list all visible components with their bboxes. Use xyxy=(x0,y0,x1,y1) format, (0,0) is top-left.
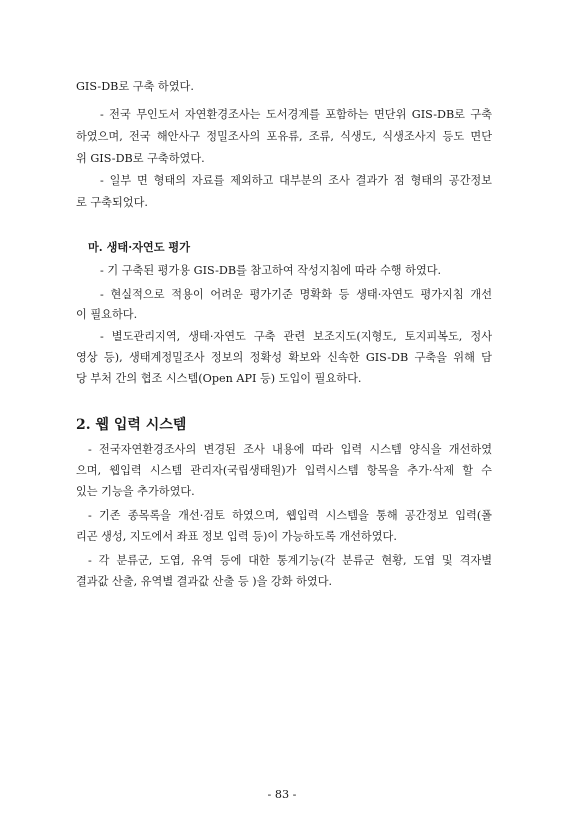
paragraph-line: - 전국 무인도서 자연환경조사는 도서경계를 포함하는 면단위 GIS-DB로 구축 xyxy=(100,108,492,121)
paragraph-line: 위 GIS-DB로 구축하였다. xyxy=(76,152,205,165)
paragraph-line: 로 구축되었다. xyxy=(76,196,148,209)
paragraph-line: GIS-DB로 구축 하였다. xyxy=(76,80,194,93)
paragraph-line: - 일부 면 형태의 자료를 제외하고 대부분의 조사 결과가 점 형태의 공간정보 xyxy=(100,174,492,187)
page-number: - 83 - xyxy=(267,788,297,801)
section-heading: 2. 웹 입력 시스템 xyxy=(76,417,187,433)
bullet-line: 리곤 생성, 지도에서 좌표 정보 입력 등)이 가능하도록 개선하였다. xyxy=(76,530,397,543)
bullet-line: 으며, 웹입력 시스템 관리자(국립생태원)가 입력시스템 항목을 추가·삭제 할 수 xyxy=(76,464,492,477)
bullet-line: - 전국자연환경조사의 변경된 조사 내용에 따라 입력 시스템 양식을 개선하였 xyxy=(88,443,492,456)
bullet-line: - 현실적으로 적용이 어려운 평가기준 명확화 등 생태·자연도 평가지침 개선 xyxy=(100,288,492,301)
bullet-line: 있는 기능을 추가하였다. xyxy=(76,485,195,498)
bullet-line: 영상 등), 생태계정밀조사 정보의 정확성 확보와 신속한 GIS-DB 구축을 위해 담 xyxy=(76,351,492,364)
bullet-line: - 기 구축된 평가용 GIS-DB를 참고하여 작성지침에 따라 수행 하였다. xyxy=(100,264,442,277)
bullet-line: 결과값 산출, 유역별 결과값 산출 등 )을 강화 하였다. xyxy=(76,575,333,588)
bullet-line: - 각 분류군, 도엽, 유역 등에 대한 통계기능(각 분류군 현황, 도엽 및 격자별 xyxy=(88,554,492,567)
bullet-line: - 별도관리지역, 생태·자연도 구축 관련 보조지도(지형도, 토지피복도, 정사 xyxy=(100,330,492,343)
bullet-line: - 기존 종목록을 개선·검토 하였으며, 웹입력 시스템을 통해 공간정보 입력(폴 xyxy=(88,509,492,522)
paragraph-line: 하였으며, 전국 해안사구 정밀조사의 포유류, 조류, 식생도, 식생조사지 등도 면단 xyxy=(76,130,492,143)
bullet-line: 당 부처 간의 협조 시스템(Open API 등) 도입이 필요하다. xyxy=(76,372,362,385)
subsection-heading: 마. 생태·자연도 평가 xyxy=(88,240,191,254)
bullet-line: 이 필요하다. xyxy=(76,308,138,321)
